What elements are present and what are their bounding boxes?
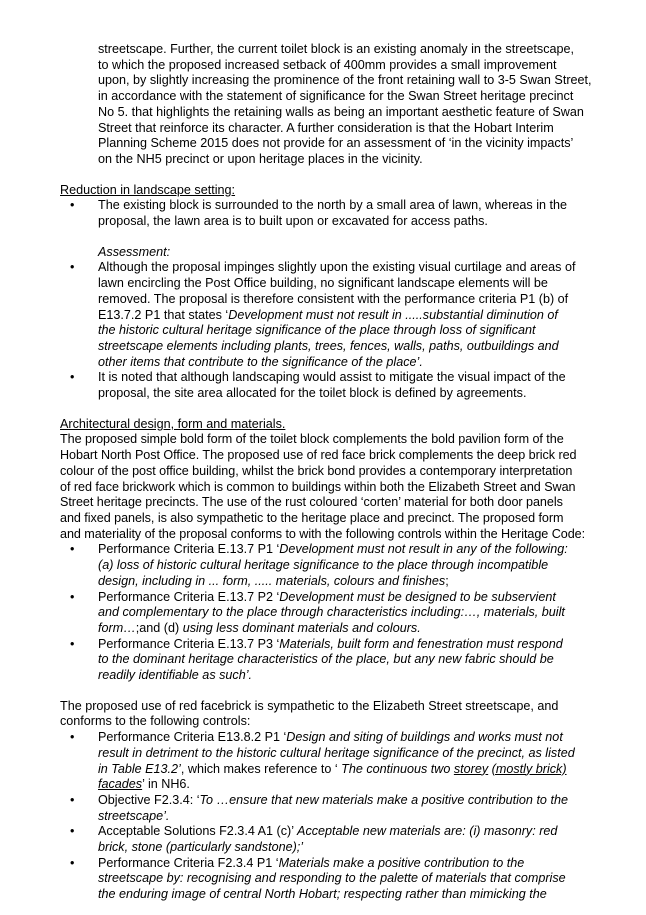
text-line: in accordance with the statement of significance for the Swan Street heritage precinct xyxy=(98,89,574,104)
text-line: Street that reinforce its character. A further consideration is that the Hobart Interim xyxy=(98,120,554,135)
facebrick-controls-list xyxy=(60,730,596,903)
text-line: Planning Scheme 2015 does not provide for an assessment of ‘in the vicinity impacts’ xyxy=(98,136,574,151)
text-line: to the dominant heritage characteristics of the place, but any new fabric should be xyxy=(98,652,554,667)
text-line: Performance Criteria E.13.7 P1 ‘Development must not result in any of the following: xyxy=(98,542,568,557)
heritage-code-list xyxy=(60,542,596,683)
text-line: the historic cultural heritage significance of the place through loss of significant xyxy=(98,323,536,338)
text-line: on the NH5 precinct or upon heritage places in the vicinity. xyxy=(98,151,423,166)
text-line: Performance Criteria E13.8.2 P1 ‘Design and siting of buildings and works must not xyxy=(98,730,563,745)
text-line: and complementary to the place through characteristics including:…, materials, built xyxy=(98,605,565,620)
facebrick-paragraph xyxy=(60,699,596,730)
text-line: Acceptable Solutions F2.3.4 A1 (c)’ Acceptable new materials are: (i) masonry: red xyxy=(98,824,558,839)
text-line: and materiality of the proposal conforms to with the following controls within the Heritage Code: xyxy=(60,526,586,541)
text-line: The existing block is surrounded to the north by a small area of lawn, whereas in the xyxy=(98,198,568,213)
assessment-label: Assessment: xyxy=(98,244,171,259)
bullet-icon: • xyxy=(70,589,75,604)
text-line: design, including in ... form, ..... materials, colours and finishes; xyxy=(98,573,449,588)
text-line: streetscape elements including plants, trees, fences, walls, paths, outbuildings and xyxy=(98,338,559,353)
text-line: Hobart North Post Office. The proposed use of red face brick complements the deep brick red xyxy=(60,448,577,463)
text-line: conforms to the following controls: xyxy=(60,714,251,729)
document-page xyxy=(60,42,596,903)
list-item xyxy=(60,793,596,824)
list-item xyxy=(60,260,596,370)
text-line: to which the proposed increased setback of 400mm provides a small improvement xyxy=(98,57,557,72)
text-line: proposal, the site area allocated for the toilet block is defined by agreements. xyxy=(98,386,527,401)
text-line: streetscape by: recognising and responding to the palette of materials that comprise xyxy=(98,871,566,886)
list-item xyxy=(60,370,596,401)
list-item xyxy=(60,824,596,855)
bullet-icon: • xyxy=(70,855,75,870)
text-line: (a) loss of historic cultural heritage significance to the place through incompatible xyxy=(98,558,549,573)
text-line: Performance Criteria E.13.7 P2 ‘Development must be designed to be subservient xyxy=(98,589,556,604)
text-line: the enduring image of central North Hobart; respecting rather than mimicking the xyxy=(98,887,547,902)
text-line: lawn encircling the Post Office building, no significant landscape elements will be xyxy=(98,276,548,291)
bullet-icon: • xyxy=(70,792,75,807)
landscape-list xyxy=(60,198,596,229)
bullet-icon: • xyxy=(70,824,75,839)
list-item xyxy=(60,542,596,589)
list-item xyxy=(60,856,596,903)
intro-paragraph xyxy=(60,42,596,168)
text-line: No 5. that highlights the retaining walls as being an important aesthetic feature of Swan xyxy=(98,104,584,119)
text-line: streetscape’. xyxy=(98,808,170,823)
text-line: Objective F2.3.4: ‘To …ensure that new materials make a positive contribution to the xyxy=(98,792,568,807)
bullet-icon: • xyxy=(70,730,75,745)
assessment-list xyxy=(60,260,596,401)
section-heading-architecture: Architectural design, form and materials. xyxy=(60,416,286,431)
list-item xyxy=(60,637,596,684)
bullet-icon: • xyxy=(70,370,75,385)
text-line: The proposed use of red facebrick is sympathetic to the Elizabeth Street streetscape, and xyxy=(60,698,559,713)
text-line: result in detriment to the historic cultural heritage significance of the precinct, as listed xyxy=(98,745,575,760)
text-line: and fixed panels, is also sympathetic to the heritage place and precinct. The proposed form xyxy=(60,510,564,525)
text-line: The proposed simple bold form of the toilet block complements the bold pavilion form of the xyxy=(60,432,564,447)
text-line: brick, stone (particularly sandstone);’ xyxy=(98,840,304,855)
text-line: upon, by slightly increasing the prominence of the front retaining wall to 3-5 Swan Street, xyxy=(98,73,592,88)
text-line: Performance Criteria E.13.7 P3 ‘Materials, built form and fenestration must respond xyxy=(98,636,563,651)
text-line: streetscape. Further, the current toilet block is an existing anomaly in the streetscape, xyxy=(98,42,575,56)
bullet-icon: • xyxy=(70,260,75,275)
text-line: of red face brickwork which is common to buildings within both the Elizabeth Street and Swan xyxy=(60,479,576,494)
bullet-icon: • xyxy=(70,636,75,651)
list-item xyxy=(60,198,596,229)
text-line: other items that contribute to the significance of the place’. xyxy=(98,354,423,369)
list-item xyxy=(60,730,596,793)
bullet-icon: • xyxy=(70,542,75,557)
text-line: Performance Criteria F2.3.4 P1 ‘Materials make a positive contribution to the xyxy=(98,855,525,870)
text-line: colour of the post office building, whilst the brick bond provides a contemporary interpretation xyxy=(60,463,573,478)
text-line: removed. The proposal is therefore consistent with the performance criteria P1 (b) of xyxy=(98,291,569,306)
text-line: facades’ in NH6. xyxy=(98,777,190,792)
section-heading-landscape: Reduction in landscape setting: xyxy=(60,182,236,197)
text-line: It is noted that although landscaping would assist to mitigate the visual impact of the xyxy=(98,370,566,385)
text-line: readily identifiable as such’. xyxy=(98,668,253,683)
text-line: Street heritage precincts. The use of the rust coloured ‘corten’ material for both door panels xyxy=(60,495,563,510)
bullet-icon: • xyxy=(70,198,75,213)
text-line: in Table E13.2’, which makes reference to ‘ The continuous two storey (mostly brick) xyxy=(98,761,567,776)
architecture-paragraph xyxy=(60,432,596,542)
text-line: form…;and (d) using less dominant materials and colours. xyxy=(98,620,421,635)
text-line: proposal, the lawn area is to built upon or excavated for access paths. xyxy=(98,214,488,229)
text-line: Although the proposal impinges slightly upon the existing visual curtilage and areas of xyxy=(98,260,576,275)
text-line: E13.7.2 P1 that states ‘Development must not result in .....substantial diminution of xyxy=(98,307,558,322)
list-item xyxy=(60,590,596,637)
